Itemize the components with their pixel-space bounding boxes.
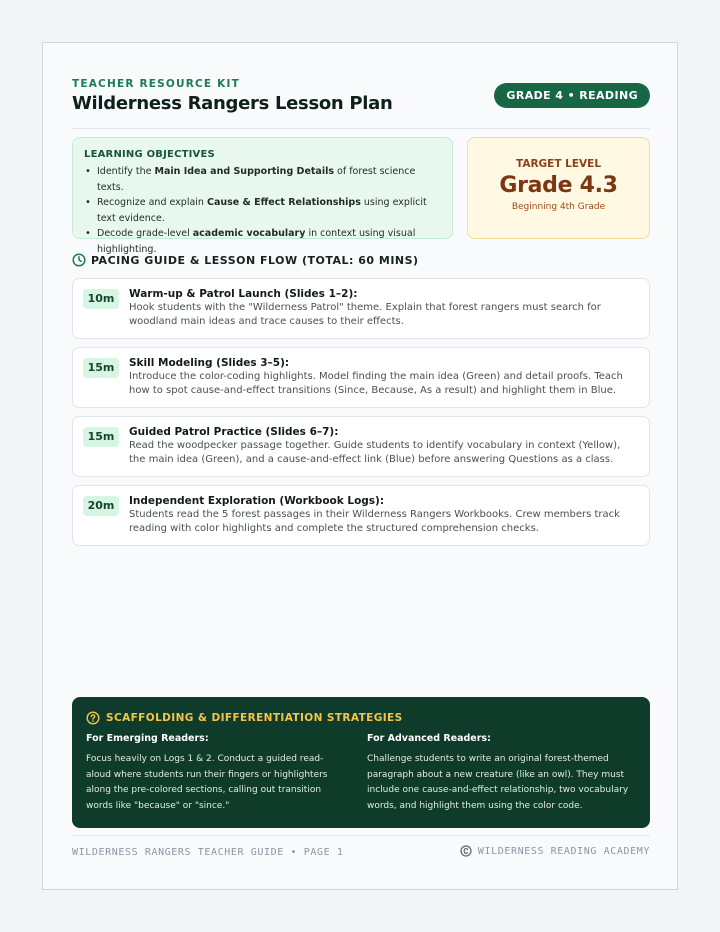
step-duration-badge: 15m [83,358,119,378]
objectives-list [84,164,440,257]
step-description: Hook students with the "Wilderness Patrol" theme. Explain that forest rangers must search for woodland main ideas and trace causes to their effects. [129,302,601,328]
advanced-readers-title: For Advanced Readers: [367,733,491,744]
objectives-title: LEARNING OBJECTIVES [84,149,215,160]
target-level-subtitle: Beginning 4th Grade [511,202,606,212]
emerging-readers-column [86,733,348,814]
step-duration-badge: 20m [83,496,119,516]
question-circle-icon [86,711,100,725]
emerging-readers-title: For Emerging Readers: [86,733,209,744]
scaffolding-title: SCAFFOLDING & DIFFERENTIATION STRATEGIES [106,712,403,724]
header-divider [72,128,650,129]
emerging-readers-text: Focus heavily on Logs 1 & 2. Conduct a guided read-aloud where students run their fingers or highlighters along the pre-colored sections, calling out transition words like "because" or "since." [86,754,328,811]
footer-brand [460,845,650,857]
page-title: Wilderness Rangers Lesson Plan [72,93,393,114]
lesson-step-card [72,347,650,408]
step-description: Students read the 5 forest passages in their Wilderness Rangers Workbooks. Crew members track reading with color highlights and complete the structured comprehension checks. [129,509,620,535]
grade-badge: GRADE 4 • READING [494,83,650,108]
pacing-heading-text: PACING GUIDE & LESSON FLOW (TOTAL: 60 MINS) [91,253,419,267]
step-title: Independent Exploration (Workbook Logs): [129,495,385,507]
lesson-plan-page [42,42,678,890]
step-duration-badge: 10m [83,289,119,309]
step-description: Introduce the color-coding highlights. Model finding the main idea (Green) and detail proofs. Teach how to spot cause-and-effect transitions (Since, Because, As a result) and highlight them in Blue. [129,371,623,397]
resource-kicker: TEACHER RESOURCE KIT [72,78,240,90]
objective-item: • Identify the Main Idea and Supporting Details of forest science texts. [84,164,440,195]
footer-page-label: WILDERNESS RANGERS TEACHER GUIDE • PAGE 1 [72,847,344,858]
lesson-step-card [72,278,650,339]
target-level-label: TARGET LEVEL [515,158,602,170]
step-description: Read the woodpecker passage together. Guide students to identify vocabulary in context (Yellow), the main idea (Green), and a cause-and-effect link (Blue) before answering Questions as a class. [129,440,621,466]
pacing-heading [72,252,419,268]
step-title: Skill Modeling (Slides 3–5): [129,357,290,369]
step-duration-badge: 15m [83,427,119,447]
scaffolding-heading [86,711,403,725]
step-title: Warm-up & Patrol Launch (Slides 1–2): [129,288,358,300]
lesson-step-card [72,485,650,546]
footer-brand-text: WILDERNESS READING ACADEMY [477,845,650,857]
advanced-readers-column [367,733,629,814]
objective-item: • Decode grade-level academic vocabulary in context using visual highlighting. [84,226,440,257]
footer-divider [72,835,650,836]
step-title: Guided Patrol Practice (Slides 6–7): [129,426,339,438]
copyright-icon [460,845,472,857]
objective-item: • Recognize and explain Cause & Effect Relationships using explicit text evidence. [84,195,440,226]
lesson-step-card [72,416,650,477]
target-level-value: Grade 4.3 [499,173,618,198]
advanced-readers-text: Challenge students to write an original forest-themed paragraph about a new creature (like an owl). They must include one cause-and-effect relationship, two vocabulary words, and highlight them using the color code. [367,754,629,811]
target-level-box [467,137,650,239]
scaffolding-panel [72,697,650,828]
clock-icon [72,253,86,267]
learning-objectives-box [72,137,453,255]
